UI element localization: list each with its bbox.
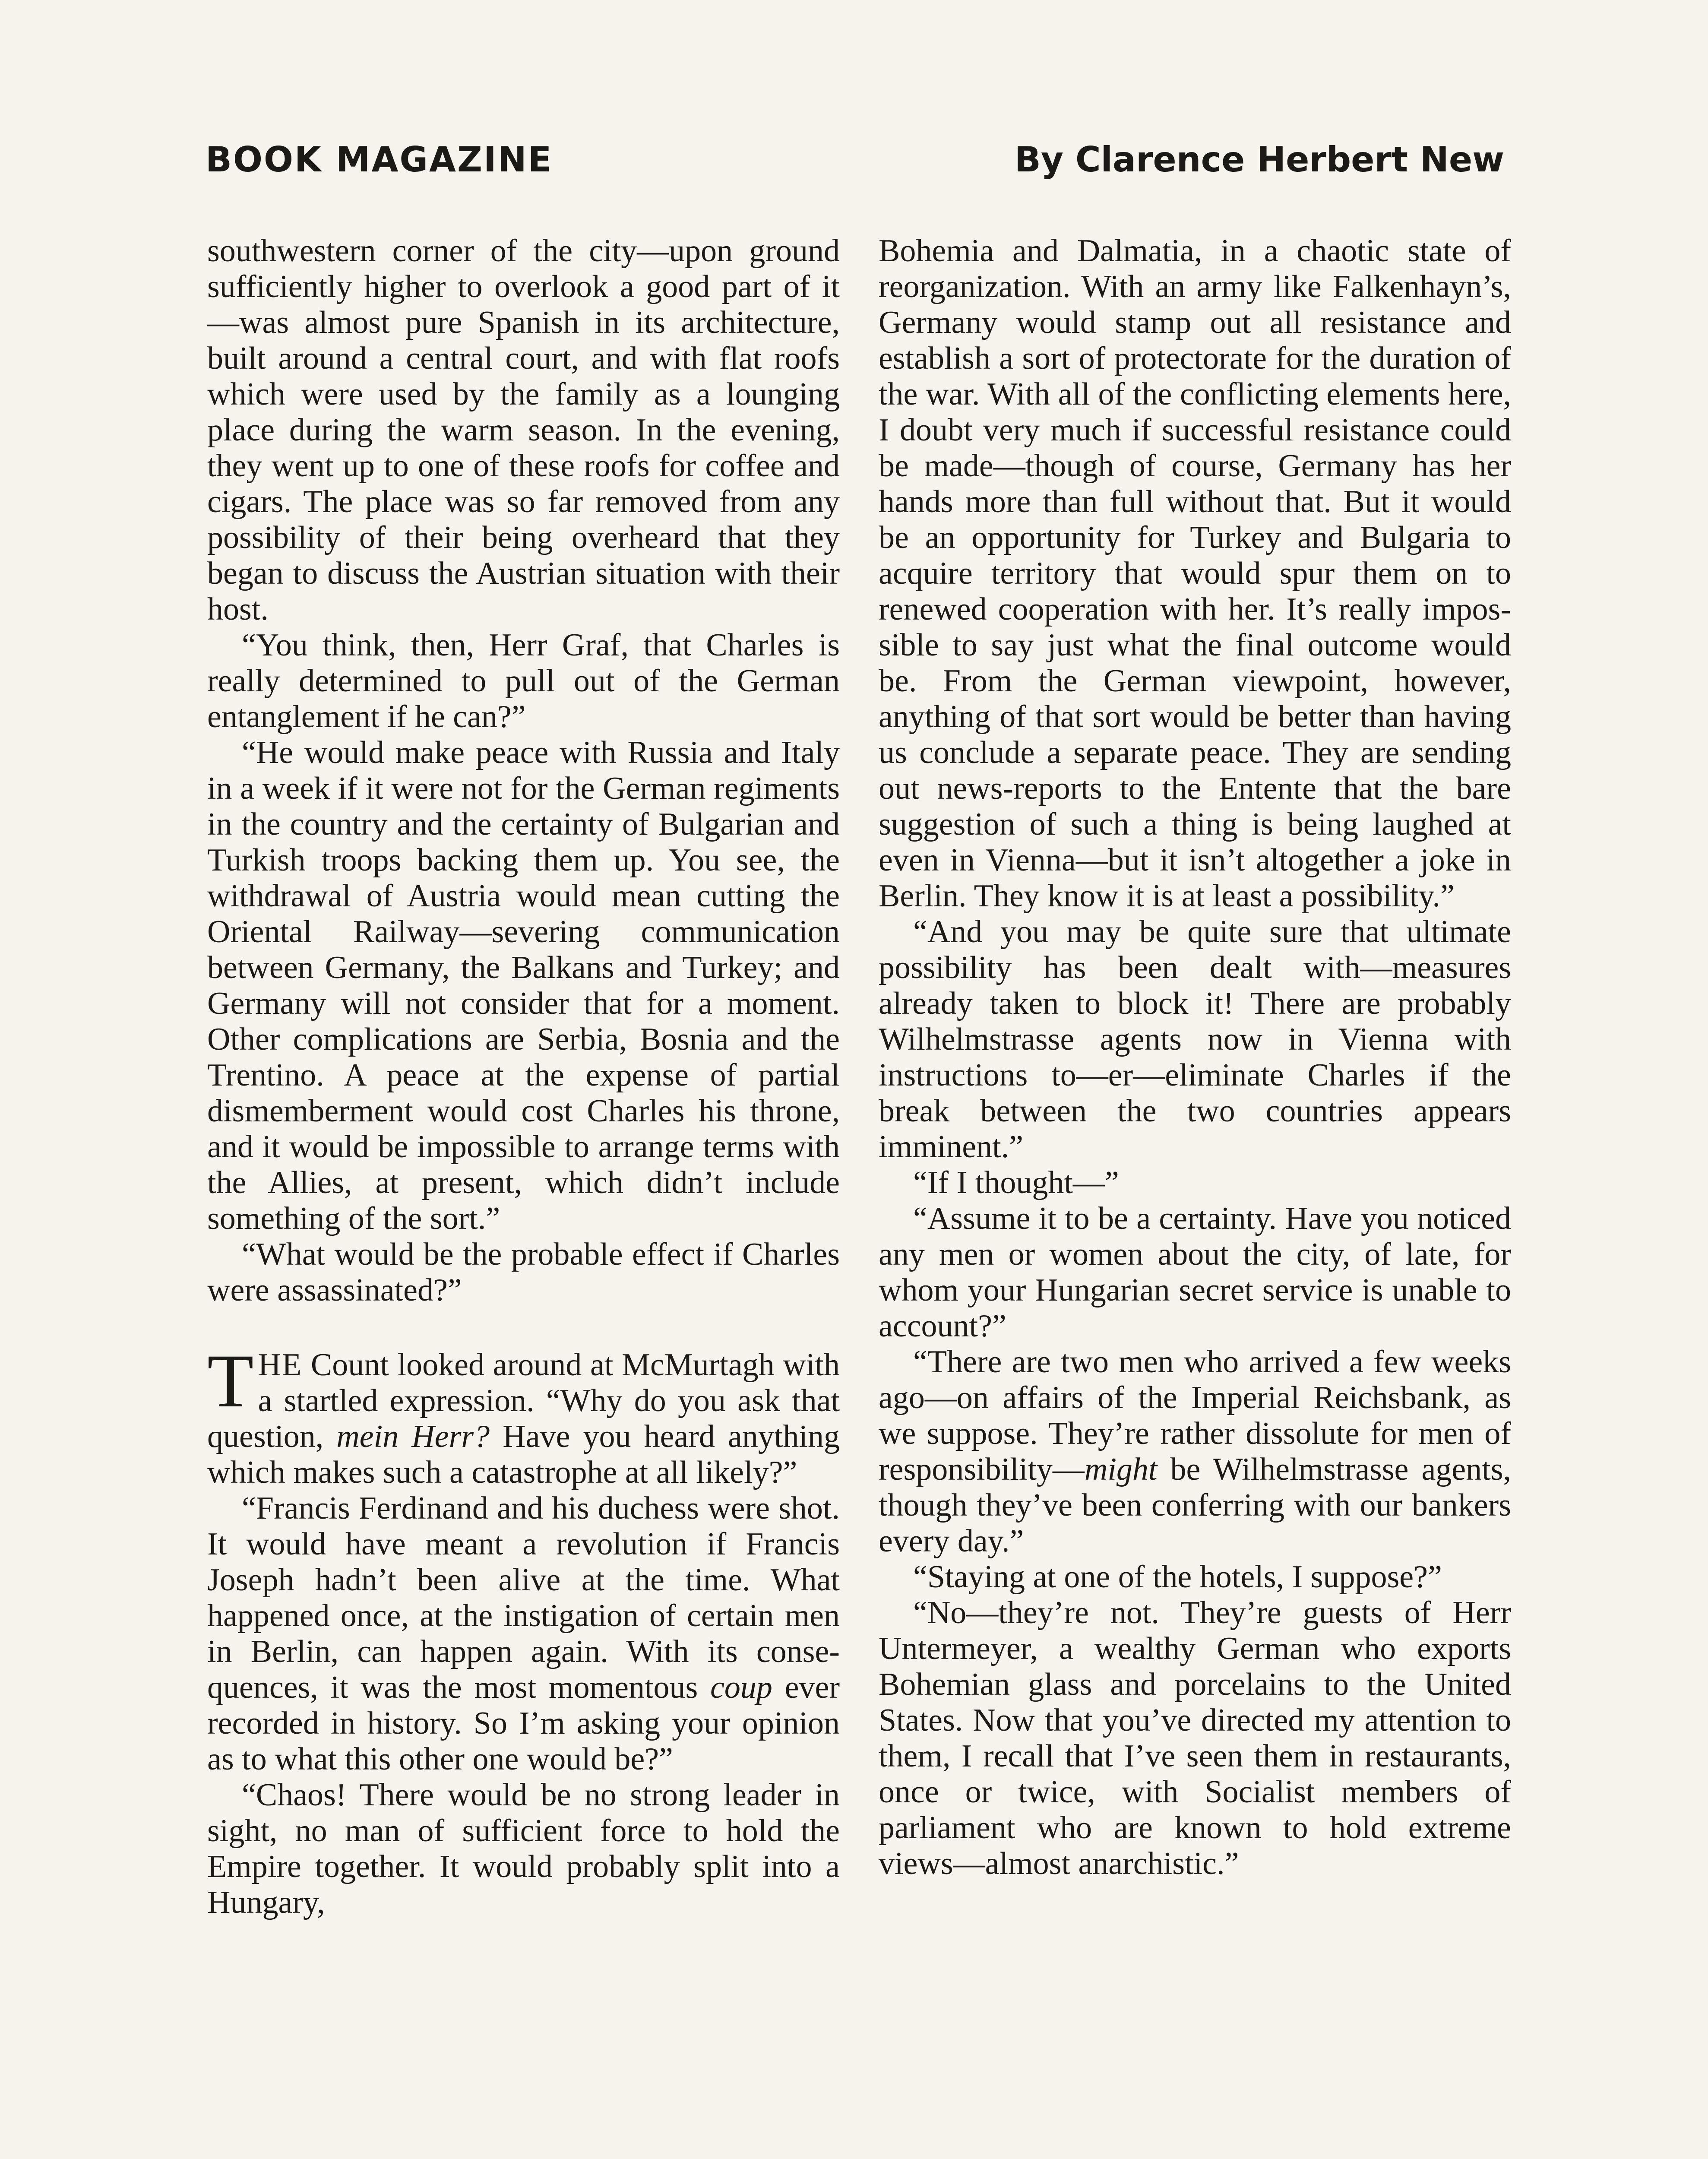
paragraph: “Staying at one of the hotels, I suppose?” bbox=[913, 1559, 1442, 1595]
paragraph bbox=[207, 1491, 840, 1777]
paragraph: “He would make peace with Russia and Italy in a week if it were not for the German regiments in the country and the certainty of Bulgarian and Turkish troops backing them up. You see, the withdrawal of Austria would mean cutting the Oriental Railway—severing communication between Germany, the Balkans and Turkey; and Germany will not consider that for a moment. Other complications are Serbia, Bosnia and the Trentino. A peace at the expense of partial dismemberment would cost Charles his throne, and it would be impossible to arrange terms with the Allies, at present, which didn’t include something of the sort.” bbox=[207, 735, 840, 1236]
paragraph-with-drop-cap bbox=[207, 1339, 840, 1491]
paragraph: “If I thought—” bbox=[913, 1165, 1119, 1200]
paragraph: “And you may be quite sure that ultimate possibility has been dealt with—measures already taken to block it! There are probably Wilhelmstrasse agents now in Vienna with instructions to—er—eliminate Charles if the break between the two countries appears imminent.” bbox=[879, 914, 1511, 1165]
text-run: ever recorded in history. So I’m asking your opinion as to what this other one would be?” bbox=[207, 1670, 840, 1777]
left-column bbox=[207, 233, 840, 1921]
section-break bbox=[207, 1308, 840, 1347]
drop-cap: T bbox=[207, 1339, 254, 1423]
paragraph bbox=[879, 1344, 1511, 1559]
paragraph: Bohemia and Dalmatia, in a chaotic state of reorganization. With an army like Falkenhayn’s, Germany would stamp out all resistance and establish a sort of protectorate for the duration of the war. With all of the conflicting elements here, I doubt very much if successful resistance could be made—though of course, Germany has her hands more than full without that. But it would be an opportunity for Turkey and Bulgaria to acquire territory that would spur them on to renewed cooperation with her. It’s really impossible to say just what the final outcome would be. From the German viewpoint, however, anything of that sort would be better than having us conclude a separate peace. They are sending out news-reports to the Entente that the bare suggestion of such a thing is being laughed at even in Vienna—but it isn’t altogether a joke in Berlin. They know it is at least a possibility.” bbox=[879, 233, 1511, 914]
small-caps-lead: HE bbox=[258, 1347, 303, 1383]
paragraph: “Chaos! There would be no strong leader in sight, no man of sufficient force to hold the Empire together. It would probably split into a Hungary, bbox=[207, 1777, 840, 1920]
text-run: be Wilhelmstrasse agents, though they’ve been conferring with our bankers every day.” bbox=[879, 1452, 1511, 1559]
italic-text: mein Herr? bbox=[336, 1419, 490, 1454]
italic-text: might bbox=[1084, 1452, 1158, 1487]
running-header-author: By Clarence Herbert New bbox=[1014, 139, 1504, 180]
right-column bbox=[879, 233, 1511, 1882]
running-header-title: BOOK MAGAZINE bbox=[206, 139, 553, 180]
paragraph: “No—they’re not. They’re guests of Herr Untermeyer, a wealthy German who exports Bohemian glass and porcelains to the United States. Now that you’ve directed my attention to them, I recall that I’ve seen them in restaurants, once or twice, with Socialist members of parliament who are known to hold extreme views—almost anarchistic.” bbox=[879, 1595, 1511, 1881]
text-run: “There are two men who arrived a few weeks ago—on affairs of the Imperial Reichsbank, as we suppose. They’re rather dissolute for men of responsibility— bbox=[879, 1344, 1511, 1487]
italic-text: coup bbox=[710, 1670, 772, 1705]
text-run: Have you heard anything which makes such a catastrophe at all likely?” bbox=[207, 1419, 840, 1490]
paragraph: “Assume it to be a certainty. Have you noticed any men or women about the city, of late, for whom your Hungarian secret service is unable to account?” bbox=[879, 1201, 1511, 1344]
paragraph: “You think, then, Herr Graf, that Charles is really determined to pull out of the German entanglement if he can?” bbox=[207, 627, 840, 734]
paragraph: southwestern corner of the city—upon ground sufficiently higher to overlook a good part of it—was almost pure Spanish in its architecture, built around a central court, and with flat roofs which were used by the family as a lounging place during the warm season. In the evening, they went up to one of these roofs for coffee and cigars. The place was so far removed from any possibility of their being overheard that they began to discuss the Austrian situation with their host. bbox=[207, 233, 840, 627]
text-run: Count looked around at McMurtagh with a startled expression. “Why do you ask that question, bbox=[207, 1347, 840, 1454]
paragraph: “What would be the probable effect if Charles were assassinated?” bbox=[207, 1237, 840, 1308]
text-run: “Francis Ferdinand and his duchess were shot. It would have meant a revolution if Francis Joseph hadn’t been alive at the time. What happened once, at the instigation of certain men in Berlin, can happen again. With its consequences, it was the most momentous bbox=[207, 1491, 840, 1705]
